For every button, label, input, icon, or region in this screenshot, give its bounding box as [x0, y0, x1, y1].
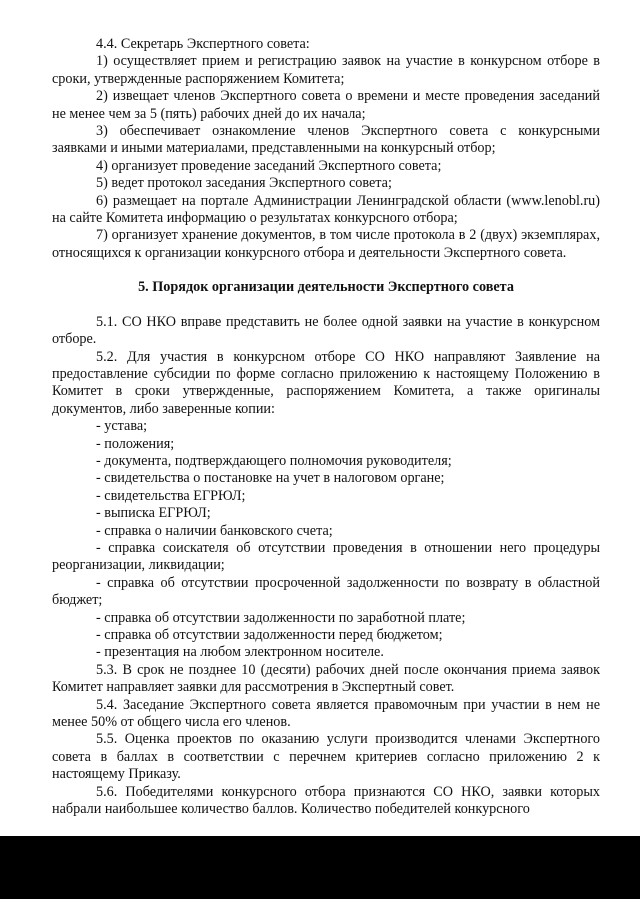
document-list-item: - устава;	[96, 418, 148, 435]
document-list-item: - свидетельства ЕГРЮЛ;	[96, 487, 246, 504]
section-4-4-item-5: 5) ведет протокол заседания Экспертного совета;	[96, 175, 392, 192]
paragraph-5-3: 5.3. В срок не позднее 10 (десяти) рабочих дней после окончания приема заявок Комитет направляет заявки для рассмотрения в Экспертный совет.	[52, 661, 600, 696]
section-4-4-item-1: 1) осуществляет прием и регистрацию заявок на участие в конкурсном отборе в сроки, утвержденные распоряжением Комитета;	[52, 53, 600, 87]
section-4-4-item-6: 6) размещает на портале Администрации Ленинградской области (www.lenobl.ru) на сайте Комитета информацию о результатах конкурсного отбора;	[52, 192, 600, 227]
document-list-item: - справка о наличии банковского счета;	[96, 522, 333, 539]
document-list-item: - документа, подтверждающего полномочия руководителя;	[96, 452, 452, 469]
document-list-item: - выписка ЕГРЮЛ;	[96, 505, 211, 522]
paragraph-5-4: 5.4. Заседание Экспертного совета является правомочным при участии в нем не менее 50% от общего числа его членов.	[52, 696, 600, 731]
document-list	[52, 418, 600, 662]
document-list-item: - положения;	[96, 435, 175, 452]
document-list-item: - свидетельства о постановке на учет в налоговом органе;	[96, 470, 445, 487]
document-list-item: - справка об отсутствии задолженности по заработной плате;	[96, 609, 466, 626]
document-list-item: - справка об отсутствии просроченной задолженности по возврату в областной бюджет;	[52, 574, 600, 609]
section-4-4-item-4: 4) организует проведение заседаний Экспертного совета;	[96, 157, 442, 174]
section-4-4-item-2: 2) извещает членов Экспертного совета о времени и месте проведения заседаний не менее чем за 5 (пять) рабочих дней до их начала;	[52, 88, 600, 122]
scan-bottom-border	[0, 836, 640, 899]
section-5-heading: 5. Порядок организации деятельности Экспертного совета	[138, 279, 514, 296]
document-list-item: - презентация на любом электронном носителе.	[96, 644, 384, 661]
section-4-4-item-3: 3) обеспечивает ознакомление членов Экспертного совета с конкурсными заявками и иными материалами, представленными на конкурсный отбор;	[52, 123, 600, 157]
document-list-item: - справка соискателя об отсутствии проведения в отношении него процедуры реорганизации, ликвидации;	[52, 539, 600, 574]
section-4-4-lead: 4.4. Секретарь Экспертного совета:	[96, 36, 310, 52]
paragraph-5-2: 5.2. Для участия в конкурсном отборе СО НКО направляют Заявление на предоставление субсидии по форме согласно приложению к настоящему Положению в Комитет в сроки утвержденные, распоряжением Комитета, а также оригиналы документов, либо заверенные копии:	[52, 348, 600, 417]
document-list-item: - справка об отсутствии задолженности перед бюджетом;	[96, 627, 443, 643]
section-4-4-item-7: 7) организует хранение документов, в том числе протокола в 2 (двух) экземплярах, относящихся к организации конкурсного отбора и деятельности Экспертного совета.	[52, 227, 600, 261]
paragraph-5-5: 5.5. Оценка проектов по оказанию услуги производится членами Экспертного совета в баллах в соответствии с перечнем критериев согласно приложению 2 к настоящему Приказу.	[52, 731, 600, 783]
paragraph-5-6: 5.6. Победителями конкурсного отбора признаются СО НКО, заявки которых набрали наибольшее количество баллов. Количество победителей конкурсного	[52, 783, 600, 818]
paragraph-5-1: 5.1. СО НКО вправе представить не более одной заявки на участие в конкурсном отборе.	[52, 313, 600, 348]
document-page	[52, 36, 600, 818]
